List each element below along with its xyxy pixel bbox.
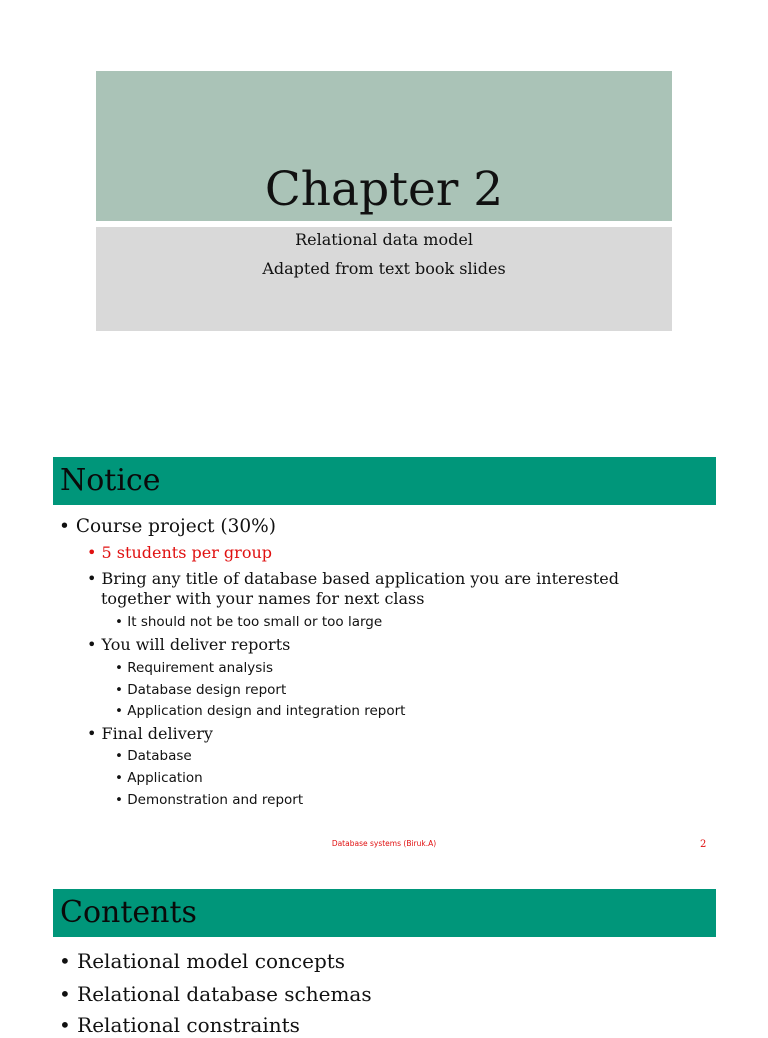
page-number: 2 bbox=[700, 839, 707, 850]
list-item bbox=[115, 769, 203, 787]
list-item-text: Requirement analysis bbox=[127, 660, 274, 676]
list-item bbox=[59, 981, 372, 1007]
list-item bbox=[87, 635, 290, 655]
list-item bbox=[59, 1012, 300, 1038]
list-item bbox=[115, 702, 405, 720]
contents-title: Contents bbox=[60, 895, 197, 930]
list-item bbox=[59, 515, 276, 539]
bullet-icon: • bbox=[87, 543, 97, 562]
slide-footer: Database systems (Biruk.A) bbox=[331, 839, 437, 848]
list-item-text: Final delivery bbox=[101, 724, 213, 743]
bullet-icon: • bbox=[115, 770, 123, 786]
list-item bbox=[87, 543, 272, 563]
list-item-text: Application design and integration report bbox=[127, 703, 406, 719]
list-item bbox=[87, 724, 213, 744]
subtitle-line: Relational data model bbox=[295, 230, 473, 249]
list-item-text: Demonstration and report bbox=[127, 792, 304, 808]
list-item bbox=[87, 569, 619, 589]
bullet-icon: • bbox=[115, 792, 123, 808]
list-item-continuation: together with your names for next class bbox=[101, 589, 425, 608]
list-item-text: Course project (30%) bbox=[75, 516, 276, 537]
bullet-icon: • bbox=[115, 614, 123, 630]
bullet-icon: • bbox=[115, 660, 123, 676]
list-item-text: Relational database schemas bbox=[77, 982, 372, 1006]
notice-header bbox=[53, 457, 716, 505]
list-item-text: 5 students per group bbox=[101, 543, 272, 562]
list-item bbox=[115, 681, 286, 699]
contents-header bbox=[53, 889, 716, 937]
bullet-icon: • bbox=[115, 703, 123, 719]
list-item-text: You will deliver reports bbox=[101, 635, 291, 654]
list-item bbox=[115, 747, 192, 765]
bullet-icon: • bbox=[115, 682, 123, 698]
list-item-text: Relational model concepts bbox=[77, 949, 346, 973]
bullet-icon: • bbox=[59, 1013, 71, 1037]
list-item-text: Application bbox=[127, 770, 203, 786]
list-item bbox=[115, 613, 382, 631]
list-item-text: It should not be too small or too large bbox=[127, 614, 383, 630]
bullet-icon: • bbox=[59, 982, 71, 1006]
subtitle-line: Adapted from text book slides bbox=[262, 259, 506, 278]
bullet-icon: • bbox=[87, 635, 97, 654]
list-item-text: Bring any title of database based application you are interested bbox=[101, 569, 619, 588]
bullet-icon: • bbox=[87, 569, 97, 588]
list-item-text: Relational constraints bbox=[77, 1013, 300, 1037]
list-item bbox=[59, 948, 345, 974]
bullet-icon: • bbox=[59, 516, 70, 537]
list-item bbox=[115, 791, 303, 809]
notice-title: Notice bbox=[60, 463, 161, 498]
list-item-text: Database bbox=[127, 748, 192, 764]
chapter-title: Chapter 2 bbox=[264, 162, 504, 217]
bullet-icon: • bbox=[115, 748, 123, 764]
list-item-text: Database design report bbox=[127, 682, 287, 698]
bullet-icon: • bbox=[59, 949, 71, 973]
bullet-icon: • bbox=[87, 724, 97, 743]
list-item bbox=[115, 659, 273, 677]
